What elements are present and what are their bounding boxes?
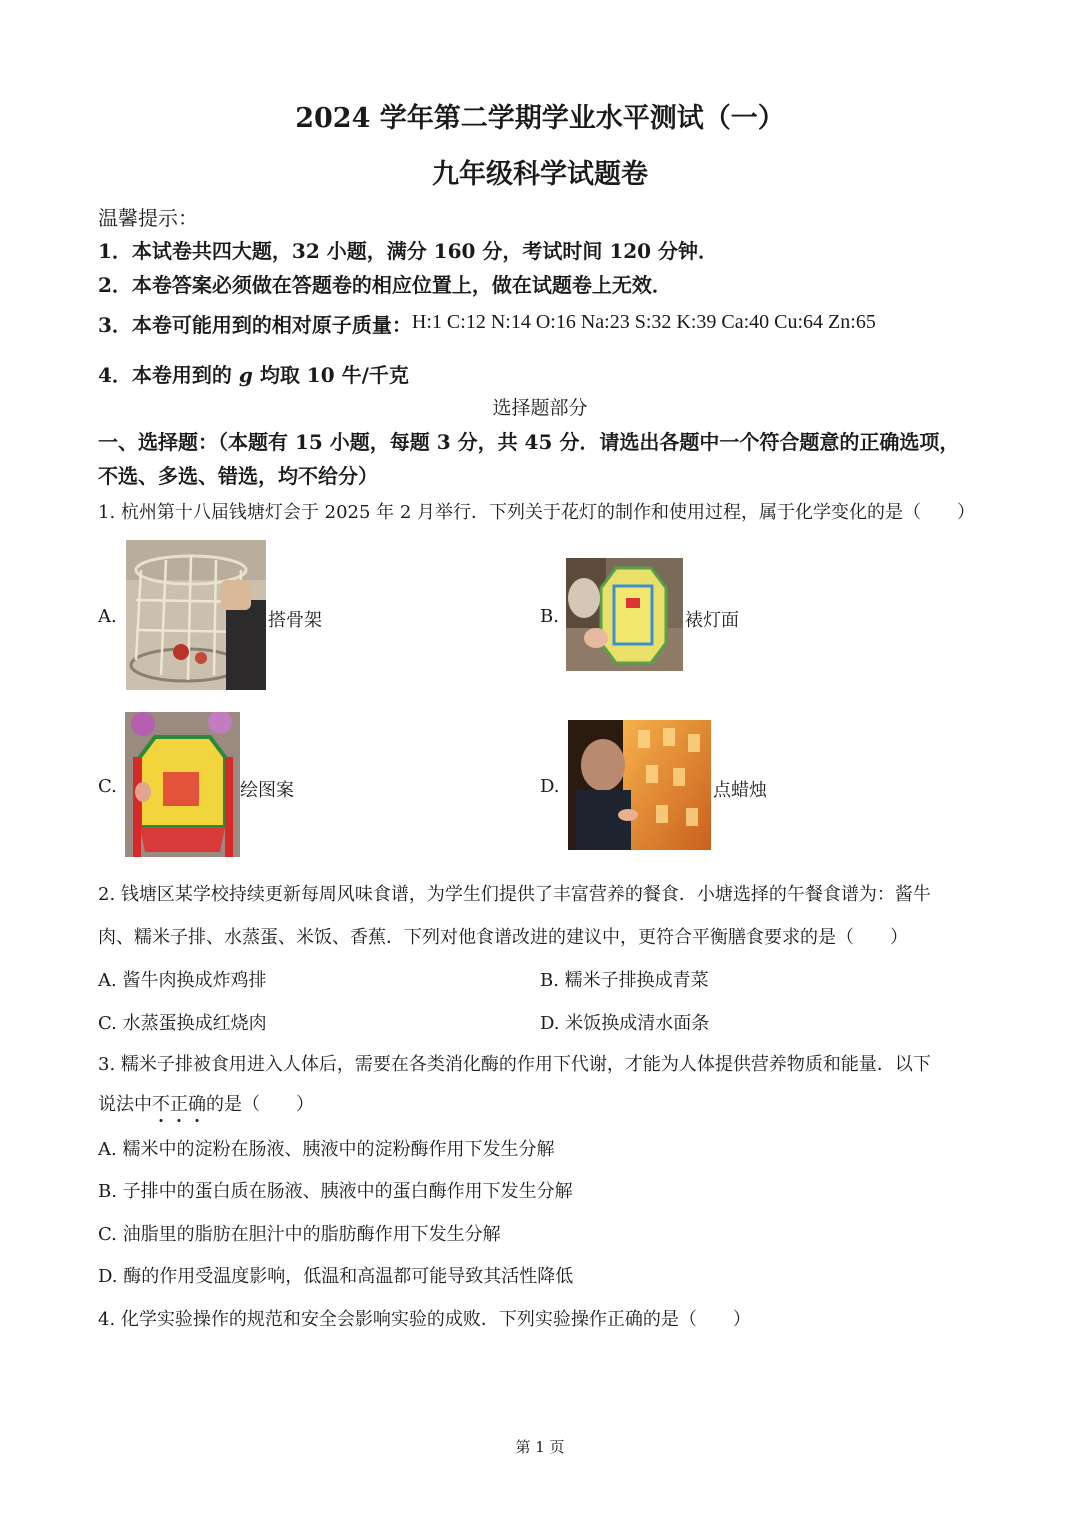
question-3-stem-line-2: [98, 1090, 314, 1116]
tip-item-3-label: 3．本卷可能用到的相对原子质量：: [98, 313, 412, 337]
exam-subtitle: 九年级科学试题卷: [432, 159, 648, 190]
q1-option-d-text: 点蜡烛: [713, 780, 767, 801]
q3-option-a: A. 糯米中的淀粉在肠液、胰液中的淀粉酶作用下发生分解: [98, 1139, 555, 1160]
q1-option-c-label: C.: [98, 776, 117, 797]
q1-option-d-label: D.: [540, 776, 560, 797]
part-title-line-2: 不选、多选、错选，均不给分）: [98, 464, 378, 488]
lantern-painting-photo: [125, 712, 240, 857]
question-4-stem: 4. 化学实验操作的规范和安全会影响实验的成败．下列实验操作正确的是（ ）: [98, 1309, 751, 1330]
question-3-stem-line-1: 3. 糯米子排被食用进入人体后，需要在各类消化酶的作用下代谢，才能为人体提供营养物质和能量．以下: [98, 1054, 931, 1075]
lantern-frame-photo: [126, 540, 266, 690]
emphasis-char: 正: [170, 1094, 188, 1115]
tip-item-4: [98, 359, 409, 388]
emphasis-char: 确: [188, 1094, 206, 1115]
q3-stem-pre: 说法中: [98, 1094, 152, 1115]
q3-option-c: C. 油脂里的脂肪在胆汁中的脂肪酶作用下发生分解: [98, 1224, 501, 1245]
q1-option-a-label: A.: [98, 606, 117, 627]
tip-item-4-text: 4．本卷用到的: [98, 363, 239, 387]
emphasis-char: 不: [152, 1094, 170, 1115]
q2-option-d: D. 米饭换成清水面条: [540, 1013, 710, 1034]
question-2-stem-line-1: 2. 钱塘区某学校持续更新每周风味食谱，为学生们提供了丰富营养的餐食．小塘选择的午餐食谱为：酱牛: [98, 884, 931, 905]
g-variable: g: [238, 363, 253, 387]
part-title-line-1: 一、选择题：（本题有 15 小题，每题 3 分，共 45 分．请选出各题中一个符合题意的正确选项，: [98, 430, 960, 454]
candle-lighting-photo: [568, 720, 711, 850]
page-number: 第 1 页: [515, 1438, 565, 1456]
tip-item-2: 2．本卷答案必须做在答题卷的相应位置上，做在试题卷上无效．: [98, 273, 672, 297]
q2-option-b: B. 糯米子排换成青菜: [540, 970, 709, 991]
tip-item-1: 1．本试卷共四大题，32 小题，满分 160 分，考试时间 120 分钟．: [98, 239, 719, 263]
q1-option-c-text: 绘图案: [240, 780, 294, 801]
tips-heading: 温馨提示：: [98, 206, 198, 230]
question-1-stem: 1. 杭州第十八届钱塘灯会于 2025 年 2 月举行．下列关于花灯的制作和使用过程，属于化学变化的是（ ）: [98, 502, 976, 523]
q3-option-b: B. 子排中的蛋白质在肠液、胰液中的蛋白酶作用下发生分解: [98, 1181, 573, 1202]
q3-stem-post: 的是（ ）: [206, 1094, 314, 1115]
q1-option-b-text: 裱灯面: [685, 610, 739, 631]
q1-option-a-text: 搭骨架: [268, 610, 322, 631]
tip-item-4-rest: 均取 10 牛/千克: [252, 363, 409, 387]
atomic-mass-list: H:1 C:12 N:14 O:16 Na:23 S:32 K:39 Ca:40 Cu:64 Zn:65: [411, 311, 876, 333]
exam-title: 2024 学年第二学期学业水平测试（一）: [295, 103, 785, 134]
q2-option-a: A. 酱牛肉换成炸鸡排: [98, 970, 267, 991]
section-heading: 选择题部分: [492, 397, 588, 419]
tip-item-3: [98, 309, 876, 338]
q3-option-d: D. 酶的作用受温度影响，低温和高温都可能导致其活性降低: [98, 1266, 574, 1287]
lantern-mounting-photo: [566, 558, 683, 671]
q1-option-b-label: B.: [540, 606, 559, 627]
q2-option-c: C. 水蒸蛋换成红烧肉: [98, 1013, 267, 1034]
question-2-stem-line-2: 肉、糯米子排、水蒸蛋、米饭、香蕉．下列对他食谱改进的建议中，更符合平衡膳食要求的是（ ）: [98, 927, 908, 948]
